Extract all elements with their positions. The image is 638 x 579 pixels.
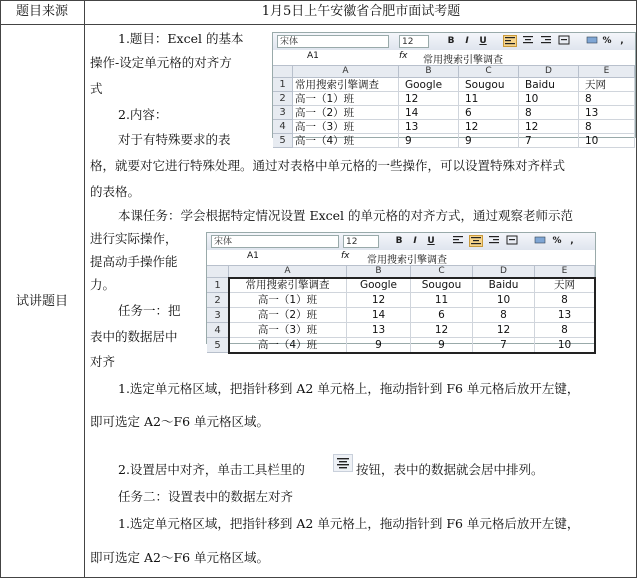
row-header[interactable]: 5 xyxy=(207,338,229,353)
row-header[interactable]: 3 xyxy=(273,106,293,120)
para-1-line-1: 对于有特殊要求的表 xyxy=(118,132,231,147)
formula-input[interactable]: 常用搜索引擎调查 xyxy=(423,55,503,66)
task-line-4: 力。 xyxy=(90,277,116,292)
header-divider xyxy=(0,24,637,25)
column-header-b[interactable]: B xyxy=(347,266,411,278)
row-header[interactable]: 4 xyxy=(207,323,229,338)
formula-bar xyxy=(273,50,635,66)
para-1-line-2: 格，就要对它进行特殊处理。通过对表格中单元格的一些操作，可以设置特殊对齐样式 xyxy=(90,158,566,173)
currency-icon[interactable] xyxy=(585,35,599,47)
column-header-a[interactable]: A xyxy=(229,266,347,278)
grid-corner[interactable] xyxy=(207,266,229,278)
align-center-button[interactable] xyxy=(469,235,483,247)
table-cell[interactable]: Google xyxy=(399,78,459,92)
center-align-icon xyxy=(333,454,353,472)
table-cell[interactable]: Sougou xyxy=(459,78,519,92)
formula-input[interactable]: 常用搜索引擎调查 xyxy=(367,255,447,266)
source-value: 1月5日上午安徽省合肥市面试考题 xyxy=(261,4,461,19)
row-header[interactable]: 1 xyxy=(273,78,293,92)
table-cell[interactable]: 13 xyxy=(399,120,459,134)
table-cell[interactable]: 10 xyxy=(579,134,635,148)
align-center-button[interactable] xyxy=(521,35,535,47)
column-header-c[interactable]: C xyxy=(411,266,473,278)
table-cell[interactable]: Baidu xyxy=(473,278,535,293)
table-cell[interactable]: 8 xyxy=(519,106,579,120)
table-cell[interactable]: Baidu xyxy=(519,78,579,92)
table-cell[interactable]: 高一（1）班 xyxy=(229,293,347,308)
title-line-2: 操作-设定单元格的对齐方 xyxy=(90,55,232,70)
column-header-e[interactable]: E xyxy=(579,66,635,78)
comma-button[interactable]: , xyxy=(570,236,574,246)
task-line-1: 本课任务：学会根据特定情况设置 Excel 的单元格的对齐方式，通过观察老师示范 xyxy=(118,208,574,223)
align-center-icon xyxy=(522,35,534,45)
column-header-a[interactable]: A xyxy=(293,66,399,78)
row-header[interactable]: 3 xyxy=(207,308,229,323)
row-header[interactable]: 1 xyxy=(207,278,229,293)
fx-icon: fx xyxy=(341,251,350,261)
spreadsheet-screenshot-2 xyxy=(206,232,596,351)
align-right-button[interactable] xyxy=(539,35,553,47)
table-cell[interactable]: 6 xyxy=(459,106,519,120)
table-cell[interactable]: 9 xyxy=(347,338,411,353)
table-cell[interactable]: 7 xyxy=(473,338,535,353)
table-cell[interactable]: 高一（3）班 xyxy=(293,120,399,134)
table-cell[interactable]: 常用搜索引擎调查 xyxy=(229,278,347,293)
merge-icon xyxy=(506,235,518,245)
table-cell[interactable]: 7 xyxy=(519,134,579,148)
table-cell[interactable]: Sougou xyxy=(411,278,473,293)
table-cell[interactable]: 高一（2）班 xyxy=(293,106,399,120)
step2-line-1a: 2.设置居中对齐，单击工具栏里的 xyxy=(118,462,305,477)
table-cell[interactable]: 8 xyxy=(473,308,535,323)
table-cell[interactable]: 8 xyxy=(579,92,635,106)
table-cell[interactable]: 天网 xyxy=(579,78,635,92)
table-cell[interactable]: 10 xyxy=(519,92,579,106)
row-header[interactable]: 4 xyxy=(273,120,293,134)
align-left-button[interactable] xyxy=(503,35,517,47)
table-cell[interactable]: 高一（4）班 xyxy=(293,134,399,148)
table-cell[interactable]: 14 xyxy=(399,106,459,120)
percent-button[interactable]: % xyxy=(552,236,562,246)
table-cell[interactable]: 12 xyxy=(473,323,535,338)
align-left-icon xyxy=(452,235,464,245)
table-cell[interactable]: 6 xyxy=(411,308,473,323)
italic-button[interactable]: I xyxy=(465,36,469,46)
column-header-b[interactable]: B xyxy=(399,66,459,78)
name-box[interactable]: A1 xyxy=(307,51,319,61)
table-cell[interactable]: 高一（3）班 xyxy=(229,323,347,338)
underline-button[interactable]: U xyxy=(479,36,487,46)
table-cell[interactable]: 常用搜索引擎调查 xyxy=(293,78,399,92)
task1-line-1: 任务一：把 xyxy=(118,303,181,318)
size-select[interactable]: 12 xyxy=(343,235,379,248)
table-cell[interactable]: 12 xyxy=(411,323,473,338)
currency-icon[interactable] xyxy=(533,235,547,247)
table-cell[interactable]: 9 xyxy=(459,134,519,148)
table-cell[interactable]: 11 xyxy=(459,92,519,106)
table-cell[interactable]: 10 xyxy=(473,293,535,308)
align-left-icon xyxy=(504,36,516,46)
toolbar xyxy=(273,33,635,51)
italic-button[interactable]: I xyxy=(413,236,417,246)
column-header-d[interactable]: D xyxy=(473,266,535,278)
row-header[interactable]: 2 xyxy=(207,293,229,308)
font-select[interactable]: 宋体 xyxy=(277,35,389,48)
table-cell[interactable]: 高一（1）班 xyxy=(293,92,399,106)
table-cell[interactable]: 12 xyxy=(399,92,459,106)
step2-line-1b: 按钮，表中的数据就会居中排列。 xyxy=(356,462,544,477)
task1-line-3: 对齐 xyxy=(90,354,116,369)
comma-button[interactable]: , xyxy=(620,36,624,46)
table-cell[interactable]: 13 xyxy=(579,106,635,120)
para-1-line-3: 的表格。 xyxy=(90,184,141,199)
fx-icon: fx xyxy=(399,51,408,61)
row-header[interactable]: 5 xyxy=(273,134,293,148)
name-box[interactable]: A1 xyxy=(247,251,259,261)
table-cell[interactable]: 高一（4）班 xyxy=(229,338,347,353)
font-select[interactable]: 宋体 xyxy=(211,235,339,248)
spreadsheet-screenshot-1 xyxy=(272,32,636,147)
table-cell[interactable]: 12 xyxy=(347,293,411,308)
table-cell[interactable]: 高一（2）班 xyxy=(229,308,347,323)
column-header-e[interactable]: E xyxy=(535,266,595,278)
table-cell[interactable]: 14 xyxy=(347,308,411,323)
task-line-2: 进行实际操作， xyxy=(90,231,178,246)
merge-icon xyxy=(558,35,570,45)
step1-line-2: 即可选定 A2～F6 单元格区域。 xyxy=(90,414,270,429)
column-header-d[interactable]: D xyxy=(519,66,579,78)
table-cell[interactable]: 12 xyxy=(519,120,579,134)
table-cell[interactable]: 12 xyxy=(459,120,519,134)
content-heading: 2.内容： xyxy=(118,107,168,122)
table-cell[interactable]: 13 xyxy=(535,308,595,323)
formula-bar xyxy=(207,250,595,266)
table-cell[interactable]: 9 xyxy=(411,338,473,353)
row-header[interactable]: 2 xyxy=(273,92,293,106)
step3-line-2: 即可选定 A2～F6 单元格区域。 xyxy=(90,550,270,565)
column-header-c[interactable]: C xyxy=(459,66,519,78)
table-cell[interactable]: 8 xyxy=(535,293,595,308)
table-cell[interactable]: 8 xyxy=(579,120,635,134)
title-line-3: 式 xyxy=(90,81,103,96)
table-cell[interactable]: 天网 xyxy=(535,278,595,293)
size-select[interactable]: 12 xyxy=(399,35,429,48)
task1-line-2: 表中的数据居中 xyxy=(90,329,178,344)
step1-line-1: 1.选定单元格区域，把指针移到 A2 单元格上，拖动指针到 F6 单元格后放开左键， xyxy=(118,381,580,396)
row-label: 试讲题目 xyxy=(15,294,68,309)
table-cell[interactable]: Google xyxy=(347,278,411,293)
align-left-button[interactable] xyxy=(451,235,465,247)
merge-center-button[interactable] xyxy=(505,235,519,247)
grid-corner[interactable] xyxy=(273,66,293,78)
table-cell[interactable]: 11 xyxy=(411,293,473,308)
align-right-button[interactable] xyxy=(487,235,501,247)
task2-heading: 任务二：设置表中的数据左对齐 xyxy=(118,489,294,504)
percent-button[interactable]: % xyxy=(602,36,612,46)
source-label: 题目来源 xyxy=(15,4,68,19)
underline-button[interactable]: U xyxy=(427,236,435,246)
table-cell[interactable]: 9 xyxy=(399,134,459,148)
table-cell[interactable]: 13 xyxy=(347,323,411,338)
bold-button[interactable]: B xyxy=(395,236,403,246)
table-cell[interactable]: 10 xyxy=(535,338,595,353)
column-divider xyxy=(84,0,85,578)
task-line-3: 提高动手操作能 xyxy=(90,254,178,269)
align-center-icon xyxy=(470,236,482,246)
align-right-icon xyxy=(488,235,500,245)
align-right-icon xyxy=(540,35,552,45)
title-line-1: 1.题目：Excel 的基本 xyxy=(118,31,244,46)
merge-center-button[interactable] xyxy=(557,35,571,47)
step3-line-1: 1.选定单元格区域，把指针移到 A2 单元格上，拖动指针到 F6 单元格后放开左键， xyxy=(118,516,580,531)
toolbar xyxy=(207,233,595,251)
bold-button[interactable]: B xyxy=(447,36,455,46)
table-cell[interactable]: 8 xyxy=(535,323,595,338)
